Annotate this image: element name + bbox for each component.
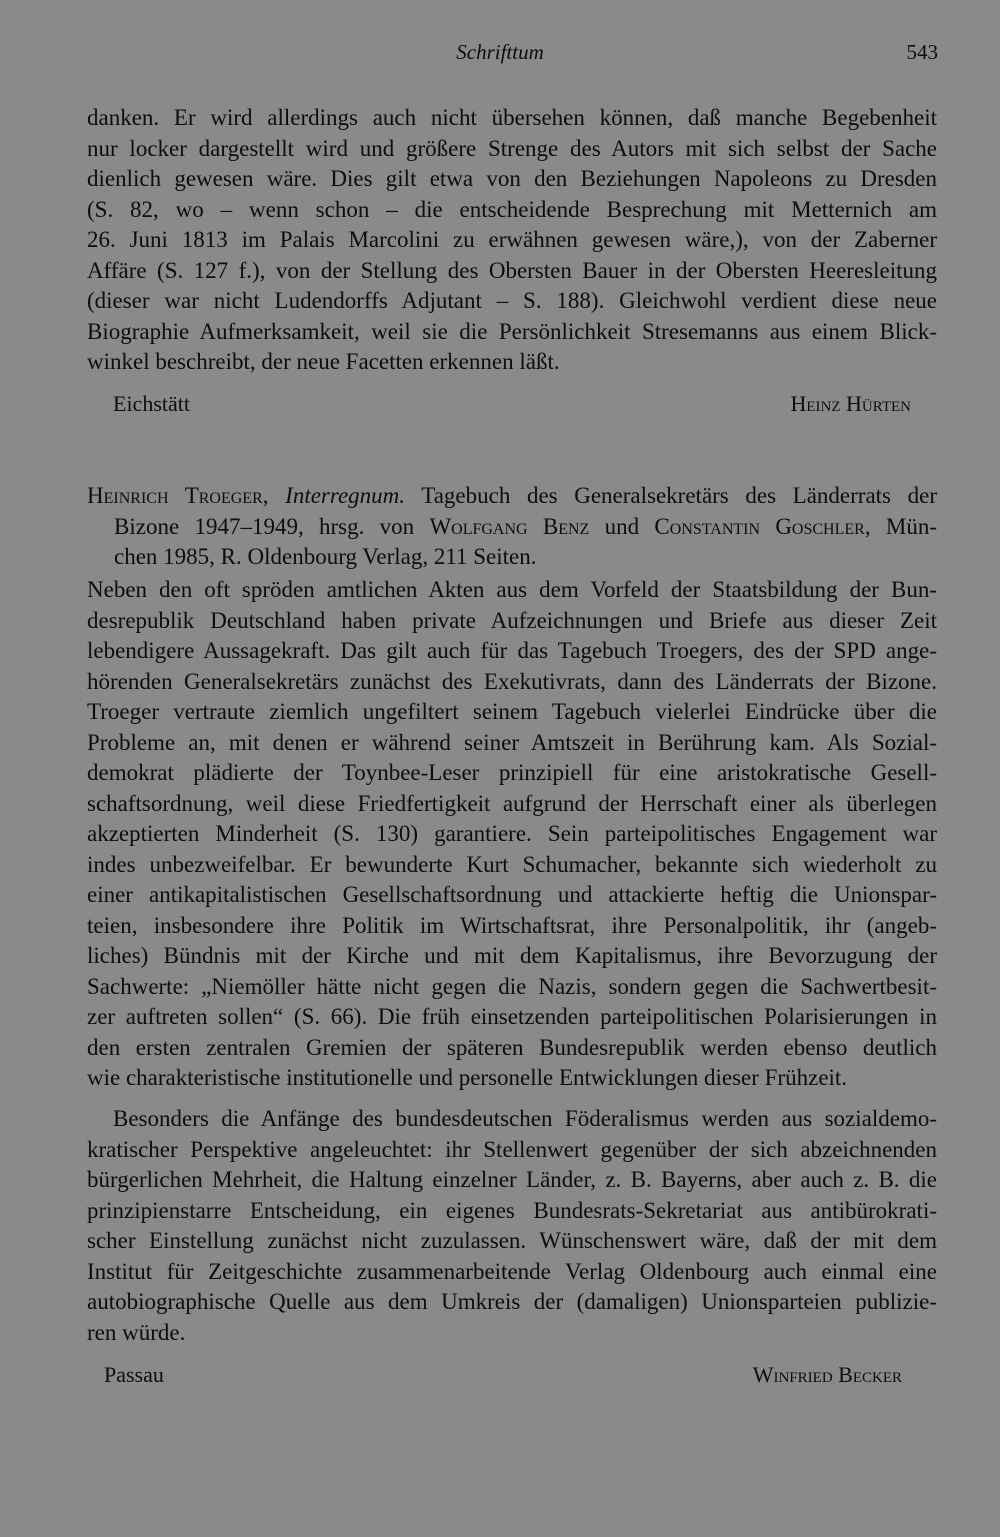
text-line: wie charakteristische institutionelle und personelle Entwicklungen dieser Frühzeit. — [87, 1065, 848, 1090]
text-line: kratischer Perspektive angeleuchtet: ihr Stellenwert gegenüber der sich abzeichnenden — [87, 1136, 937, 1162]
text-line: Affäre (S. 127 f.), von der Stellung des Obersten Bauer in der Obersten Heeresleitung — [87, 257, 937, 283]
text-line: 26. Juni 1813 im Palais Marcolini zu erwähnen gewesen wäre,), von der Zaberner — [87, 227, 937, 252]
text-line: desrepublik Deutschland haben private Aufzeichnungen und Briefe aus dieser Zeit — [87, 607, 937, 633]
text-line: indes unbezweifelbar. Er bewunderte Kurt Schumacher, bekannte sich wiederholt zu — [87, 851, 937, 877]
review-author: Heinz Hürten — [790, 391, 911, 416]
text-line: liches) Bündnis mit der Kirche und mit dem Kapitalismus, ihre Bevorzugung der — [87, 943, 937, 968]
text-line: lebendigere Aussagekraft. Das gilt auch für das Tagebuch Troegers, des der SPD ange- — [87, 638, 937, 663]
text-line: dienlich gewesen wäre. Dies gilt etwa von den Beziehungen Napoleons zu Dresden — [87, 166, 937, 191]
text-line: einer antikapitalistischen Gesellschaftsordnung und attackierte heftig die Unionspar- — [87, 882, 937, 907]
review-author: Winfried Becker — [752, 1362, 902, 1387]
review2-paragraph2 — [87, 1104, 937, 1348]
book-author: Heinrich Troeger — [87, 483, 263, 508]
text-line: scher Einstellung zunächst nicht zuzulassen. Wünschenswert wäre, daß der mit dem — [87, 1228, 937, 1253]
review1-body — [87, 103, 937, 378]
text-line: Troeger vertraute ziemlich ungefiltert seinem Tagebuch vielerlei Eindrücke über die — [87, 699, 937, 724]
text-line: autobiographische Quelle aus dem Umkreis der (damaligen) Unionsparteien publizie- — [87, 1289, 937, 1314]
text-line: zer auftreten sollen“ (S. 66). Die früh einsetzenden parteipolitischen Polarisierungen in — [87, 1004, 937, 1029]
text-line: ren würde. — [87, 1319, 186, 1345]
text-line: hörenden Generalsekretärs zunächst des Exekutivrats, dann des Länderrats der Bizone. — [87, 668, 937, 694]
text-line: Institut für Zeitgeschichte zusammenarbeitende Verlag Oldenbourg auch einmal eine — [87, 1258, 937, 1284]
text-line: prinzipienstarre Entscheidung, ein eigenes Bundesrats-Sekretariat aus antibürokrati- — [87, 1197, 937, 1223]
citation-line: Heinrich Troeger, Interregnum. Tagebuch des Generalsekretärs des Länderrats der — [87, 483, 937, 508]
text-line: bürgerlichen Mehrheit, die Haltung einzelner Länder, z. B. Bayerns, aber auch z. B. die — [87, 1167, 937, 1192]
text-line: Probleme an, mit denen er während seiner Amtszeit in Berührung kam. Als Sozial- — [87, 729, 937, 755]
citation-line: chen 1985, R. Oldenbourg Verlag, 211 Seiten. — [114, 544, 537, 569]
citation-line: Bizone 1947–1949, hrsg. von Wolfgang Benz und Constantin Goschler, Mün- — [114, 513, 937, 539]
text-line: den ersten zentralen Gremien der späteren Bundesrepublik werden ebenso deutlich — [87, 1034, 937, 1060]
book-editor: Wolfgang Benz — [429, 513, 590, 539]
text-line: winkel beschreibt, der neue Facetten erkennen läßt. — [87, 349, 560, 374]
text-line: schaftsordnung, weil diese Friedfertigkeit aufgrund der Herrschaft einer als überlegen — [87, 790, 937, 816]
text-line: nur locker dargestellt wird und größere Strenge des Autors mit sich selbst der Sache — [87, 135, 937, 161]
review-place: Passau — [104, 1362, 164, 1387]
review2-citation — [87, 481, 937, 573]
text-line: Besonders die Anfänge des bundesdeutschen Föderalismus werden aus sozialdemo- — [113, 1106, 937, 1131]
text-line: Sachwerte: „Niemöller hätte nicht gegen die Nazis, sondern gegen die Sachwertbesit- — [87, 973, 937, 999]
text-line: teien, insbesondere ihre Politik im Wirtschaftsrat, ihre Personalpolitik, ihr (angeb- — [87, 912, 937, 938]
review-place: Eichstätt — [113, 391, 190, 416]
book-editor: Constantin Goschler — [654, 513, 865, 539]
text-line: Biographie Aufmerksamkeit, weil sie die Persönlichkeit Stresemanns aus einem Blick- — [87, 318, 937, 344]
text-line: Neben den oft spröden amtlichen Akten aus dem Vorfeld der Staatsbildung der Bun- — [87, 577, 937, 602]
review2-signature — [0, 1360, 1000, 1390]
book-title: Interregnum. — [285, 483, 406, 508]
text-line: demokrat plädierte der Toynbee-Leser prinzipiell für eine aristokratische Gesell- — [87, 760, 937, 785]
running-title: Schrifttum — [456, 40, 544, 64]
review1-signature — [0, 389, 1000, 419]
text-line: danken. Er wird allerdings auch nicht übersehen können, daß manche Begebenheit — [87, 105, 937, 130]
text-line: (S. 82, wo – wenn schon – die entscheidende Besprechung mit Metternich am — [87, 196, 937, 222]
page-number: 543 — [906, 40, 938, 64]
text-line: (dieser war nicht Ludendorffs Adjutant – S. 188). Gleichwohl verdient diese neue — [87, 288, 937, 313]
text-line: akzeptierten Minderheit (S. 130) garantiere. Sein parteipolitisches Engagement war — [87, 821, 937, 846]
review2-paragraph1 — [87, 575, 937, 1094]
